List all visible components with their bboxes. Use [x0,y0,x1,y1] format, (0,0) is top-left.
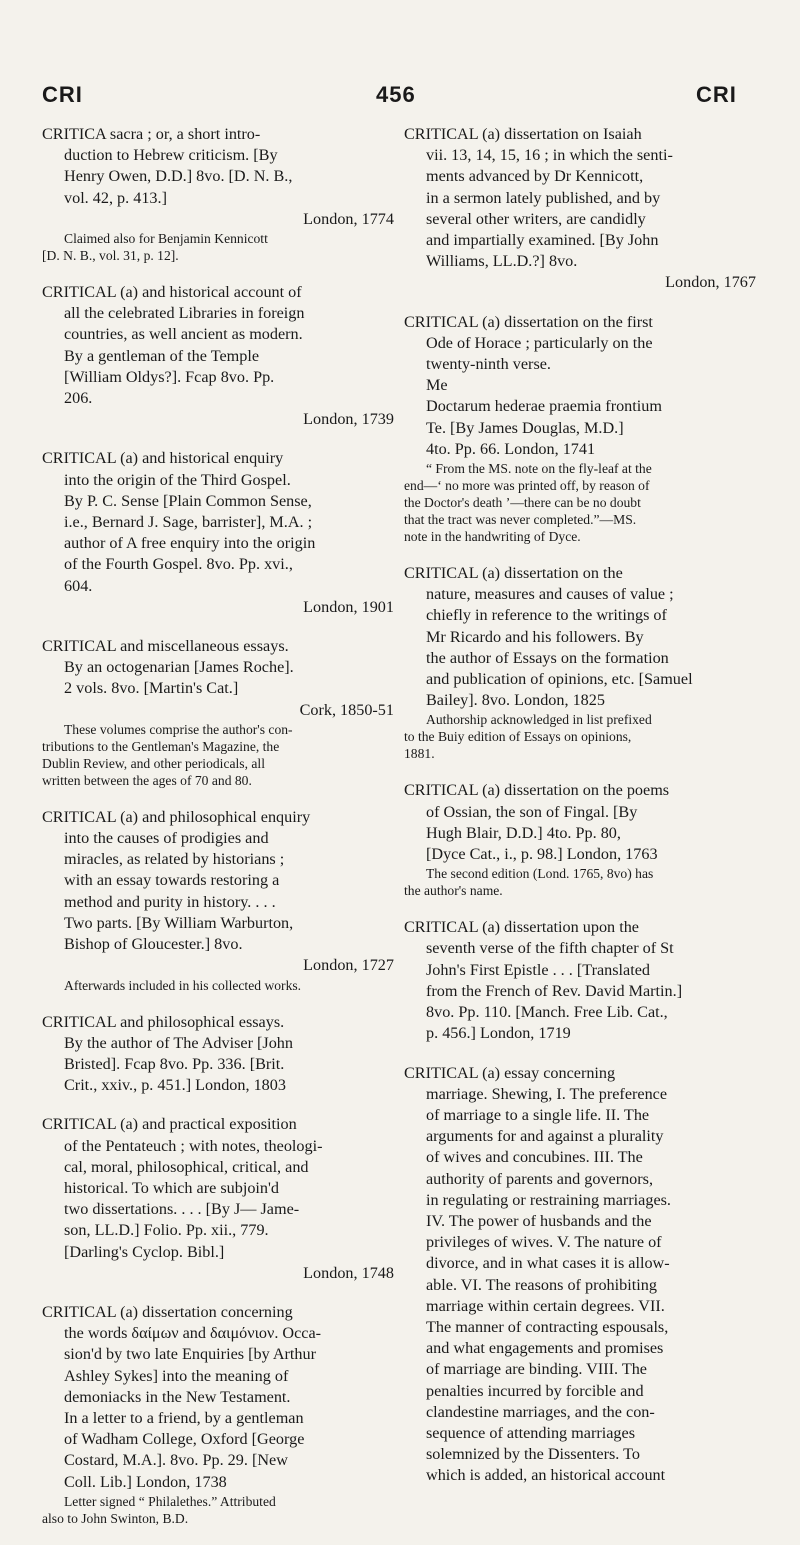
entry-line: Doctarum hederae praemia frontium [426,397,662,416]
entry-line: John's First Epistle . . . [Translated [426,960,651,979]
entry-line: clandestine marriages, and the con- [426,1402,655,1421]
entry-note: Claimed also for Benjamin Kennicott [64,231,268,247]
imprint: London, 1767 [665,273,756,292]
entry-line: arguments for and against a plurality [426,1127,664,1146]
entry-line: Hugh Blair, D.D.] 4to. Pp. 80, [426,823,621,842]
entry-line: Ashley Sykes] into the meaning of [64,1366,289,1385]
entry-line: several other writers, are candidly [426,209,646,228]
entry-line: Me [426,376,448,395]
entry-line: Mr Ricardo and his followers. By [426,627,644,646]
catalogue-entry [42,1114,394,1284]
entry-line: 4to. Pp. 66. London, 1741 [426,439,596,458]
entry-note: the Doctor's death ’—there can be no doubt [404,495,641,511]
entry-line: CRITICAL (a) and historical account of [42,283,302,302]
entry-note: Dublin Review, and other periodicals, all [42,755,265,771]
entry-line: CRITICAL and philosophical essays. [42,1012,285,1031]
entry-line: miracles, as related by historians ; [64,850,285,869]
entry-line: CRITICAL (a) dissertation on the first [404,312,653,331]
page-number: 456 [376,82,416,107]
entry-line: of the Pentateuch ; with notes, theologi- [64,1136,323,1155]
entry-line: CRITICAL (a) dissertation concerning [42,1302,293,1321]
entry-line: of the Fourth Gospel. 8vo. Pp. xvi., [64,555,293,574]
entry-line: Williams, LL.D.?] 8vo. [426,252,578,271]
entry-line: historical. To which are subjoin'd [64,1178,280,1197]
entry-note: end—‘ no more was printed off, by reason of [404,478,650,494]
entry-line: By P. C. Sense [Plain Common Sense, [64,491,312,510]
right-column [404,124,756,1505]
entry-line: penalties incurred by forcible and [426,1381,644,1400]
entry-line: Crit., xxiv., p. 451.] London, 1803 [64,1076,286,1095]
entry-note: the author's name. [404,883,503,899]
entry-line: Ode of Horace ; particularly on the [426,333,653,352]
entry-note: written between the ages of 70 and 80. [42,772,252,788]
entry-line: 2 vols. 8vo. [Martin's Cat.] [64,679,239,698]
entry-line: Coll. Lib.] London, 1738 [64,1472,227,1491]
entry-line: vol. 42, p. 413.] [64,188,167,207]
catalogue-entry [404,917,756,1044]
imprint: London, 1774 [303,209,394,228]
entry-note: Letter signed “ Philalethes.” Attributed [64,1493,276,1509]
entry-line: Bristed]. Fcap 8vo. Pp. 336. [Brit. [64,1054,285,1073]
entry-line: twenty-ninth verse. [426,355,551,374]
entry-line: demoniacks in the New Testament. [64,1387,291,1406]
catalogue-entry [42,807,394,994]
entry-line: two dissertations. . . . [By J— Jame- [64,1200,300,1219]
entry-line: of Wadham College, Oxford [George [64,1430,305,1449]
left-column [42,124,394,1545]
entry-note: [D. N. B., vol. 31, p. 12]. [42,248,179,264]
entry-line: CRITICAL (a) dissertation on the [404,564,623,583]
entry-line: [Dyce Cat., i., p. 98.] London, 1763 [426,845,658,864]
entry-line: of marriage to a single life. II. The [426,1105,650,1124]
entry-line: [William Oldys?]. Fcap 8vo. Pp. [64,367,275,386]
catalogue-entry [404,780,756,899]
entry-line: chiefly in reference to the writings of [426,606,667,625]
entry-line: sequence of attending marriages [426,1423,635,1442]
entry-note: The second edition (Lond. 1765, 8vo) has [426,866,654,882]
entry-line: 604. [64,576,93,595]
entry-line: into the origin of the Third Gospel. [64,470,291,489]
entry-line: p. 456.] London, 1719 [426,1024,571,1043]
entry-line: and impartially examined. [By John [426,231,659,250]
entry-line: of Ossian, the son of Fingal. [By [426,802,638,821]
entry-line: cal, moral, philosophical, critical, and [64,1157,309,1176]
entry-line: son, LL.D.] Folio. Pp. xii., 779. [64,1221,269,1240]
catalogue-entry [404,1063,756,1487]
entry-line: author of A free enquiry into the origin [64,534,316,553]
entry-line: By a gentleman of the Temple [64,346,260,365]
catalogue-entry [42,1012,394,1097]
entry-line: vii. 13, 14, 15, 16 ; in which the senti- [426,146,673,165]
catalogue-entry [42,1302,394,1527]
entry-line: which is added, an historical account [426,1466,666,1485]
entry-line: CRITICAL (a) and practical exposition [42,1115,297,1134]
entry-line: Bailey]. 8vo. London, 1825 [426,691,605,710]
entry-line: seventh verse of the fifth chapter of St [426,939,674,958]
entry-line: 8vo. Pp. 110. [Manch. Free Lib. Cat., [426,1003,668,1022]
entry-line: in regulating or restraining marriages. [426,1190,671,1209]
entry-line: CRITICAL and miscellaneous essays. [42,637,289,656]
entry-line: [Darling's Cyclop. Bibl.] [64,1242,225,1261]
entry-line: duction to Hebrew criticism. [By [64,146,278,165]
entry-line: In a letter to a friend, by a gentleman [64,1408,304,1427]
entry-line: i.e., Bernard J. Sage, barrister], M.A. ; [64,513,313,532]
entry-line: CRITICAL (a) dissertation on Isaiah [404,125,642,143]
entry-line: of wives and concubines. III. The [426,1148,643,1167]
entry-note: also to John Swinton, B.D. [42,1510,189,1526]
entry-line: method and purity in history. . . . [64,892,276,911]
entry-note: “ From the MS. note on the fly-leaf at the [426,461,652,477]
entry-note: tributions to the Gentleman's Magazine, the [42,738,280,754]
entry-line: CRITICAL (a) and philosophical enquiry [42,807,311,826]
entry-line: IV. The power of husbands and the [426,1211,652,1230]
entry-line: and publication of opinions, etc. [Samuel [426,670,693,689]
entry-line: CRITICAL (a) dissertation on the poems [404,781,670,800]
entry-line: privileges of wives. V. The nature of [426,1233,662,1252]
entry-note: to the Buiy edition of Essays on opinions, [404,729,632,745]
running-head-right: CRI [696,82,737,107]
entry-line: the author of Essays on the formation [426,648,669,667]
catalogue-entry [404,312,756,545]
entry-line: CRITICAL (a) and historical enquiry [42,449,284,468]
catalogue-entry [42,636,394,789]
catalogue-entry [42,448,394,618]
entry-line: Te. [By James Douglas, M.D.] [426,418,624,437]
entry-line: from the French of Rev. David Martin.] [426,981,683,1000]
entry-line: into the causes of prodigies and [64,829,269,848]
entry-line: Henry Owen, D.D.] 8vo. [D. N. B., [64,167,293,186]
entry-line: The manner of contracting espousals, [426,1317,669,1336]
entry-line: CRITICA sacra ; or, a short intro- [42,125,261,143]
entry-line: Costard, M.A.]. 8vo. Pp. 29. [New [64,1451,288,1470]
entry-line: solemnized by the Dissenters. To [426,1445,640,1464]
imprint: London, 1748 [303,1263,394,1282]
entry-line: sion'd by two late Enquiries [by Arthur [64,1345,316,1364]
entry-line: Two parts. [By William Warburton, [64,913,294,932]
entry-line: the words δαίμων and δαιμόνιον. Occa- [64,1324,322,1343]
imprint: Cork, 1850-51 [299,700,394,719]
entry-line: nature, measures and causes of value ; [426,585,674,604]
entry-line: and what engagements and promises [426,1339,664,1358]
entry-line: marriage. Shewing, I. The preference [426,1084,668,1103]
imprint: London, 1727 [303,956,394,975]
entry-line: of marriage are binding. VIII. The [426,1360,647,1379]
entry-line: By the author of The Adviser [John [64,1033,293,1052]
imprint: London, 1901 [303,597,394,616]
entry-line: able. VI. The reasons of prohibiting [426,1275,657,1294]
entry-note: that the tract was never completed.”—MS. [404,512,637,528]
catalogue-entry [42,282,394,430]
catalogue-entry [42,124,394,264]
entry-line: authority of parents and governors, [426,1169,654,1188]
entry-line: with an essay towards restoring a [64,871,280,890]
imprint: London, 1739 [303,410,394,429]
catalogue-entry [404,124,756,294]
entry-note: These volumes comprise the author's con- [64,721,293,737]
entry-line: all the celebrated Libraries in foreign [64,304,305,323]
entry-line: divorce, and in what cases it is allow- [426,1254,670,1273]
entry-line: countries, as well ancient as modern. [64,325,303,344]
running-head-left: CRI [42,82,83,107]
entry-note: 1881. [404,746,435,762]
entry-note: note in the handwriting of Dyce. [404,529,581,545]
entry-line: CRITICAL (a) essay concerning [404,1063,616,1082]
entry-note: Authorship acknowledged in list prefixed [426,712,652,728]
catalogue-entry [404,563,756,762]
entry-line: CRITICAL (a) dissertation upon the [404,918,639,937]
entry-line: in a sermon lately published, and by [426,188,661,207]
entry-line: Bishop of Gloucester.] 8vo. [64,935,243,954]
entry-line: By an octogenarian [James Roche]. [64,658,294,677]
entry-note: Afterwards included in his collected works. [64,977,302,993]
entry-line: marriage within certain degrees. VII. [426,1296,665,1315]
entry-line: ments advanced by Dr Kennicott, [426,167,644,186]
entry-line: 206. [64,389,93,408]
